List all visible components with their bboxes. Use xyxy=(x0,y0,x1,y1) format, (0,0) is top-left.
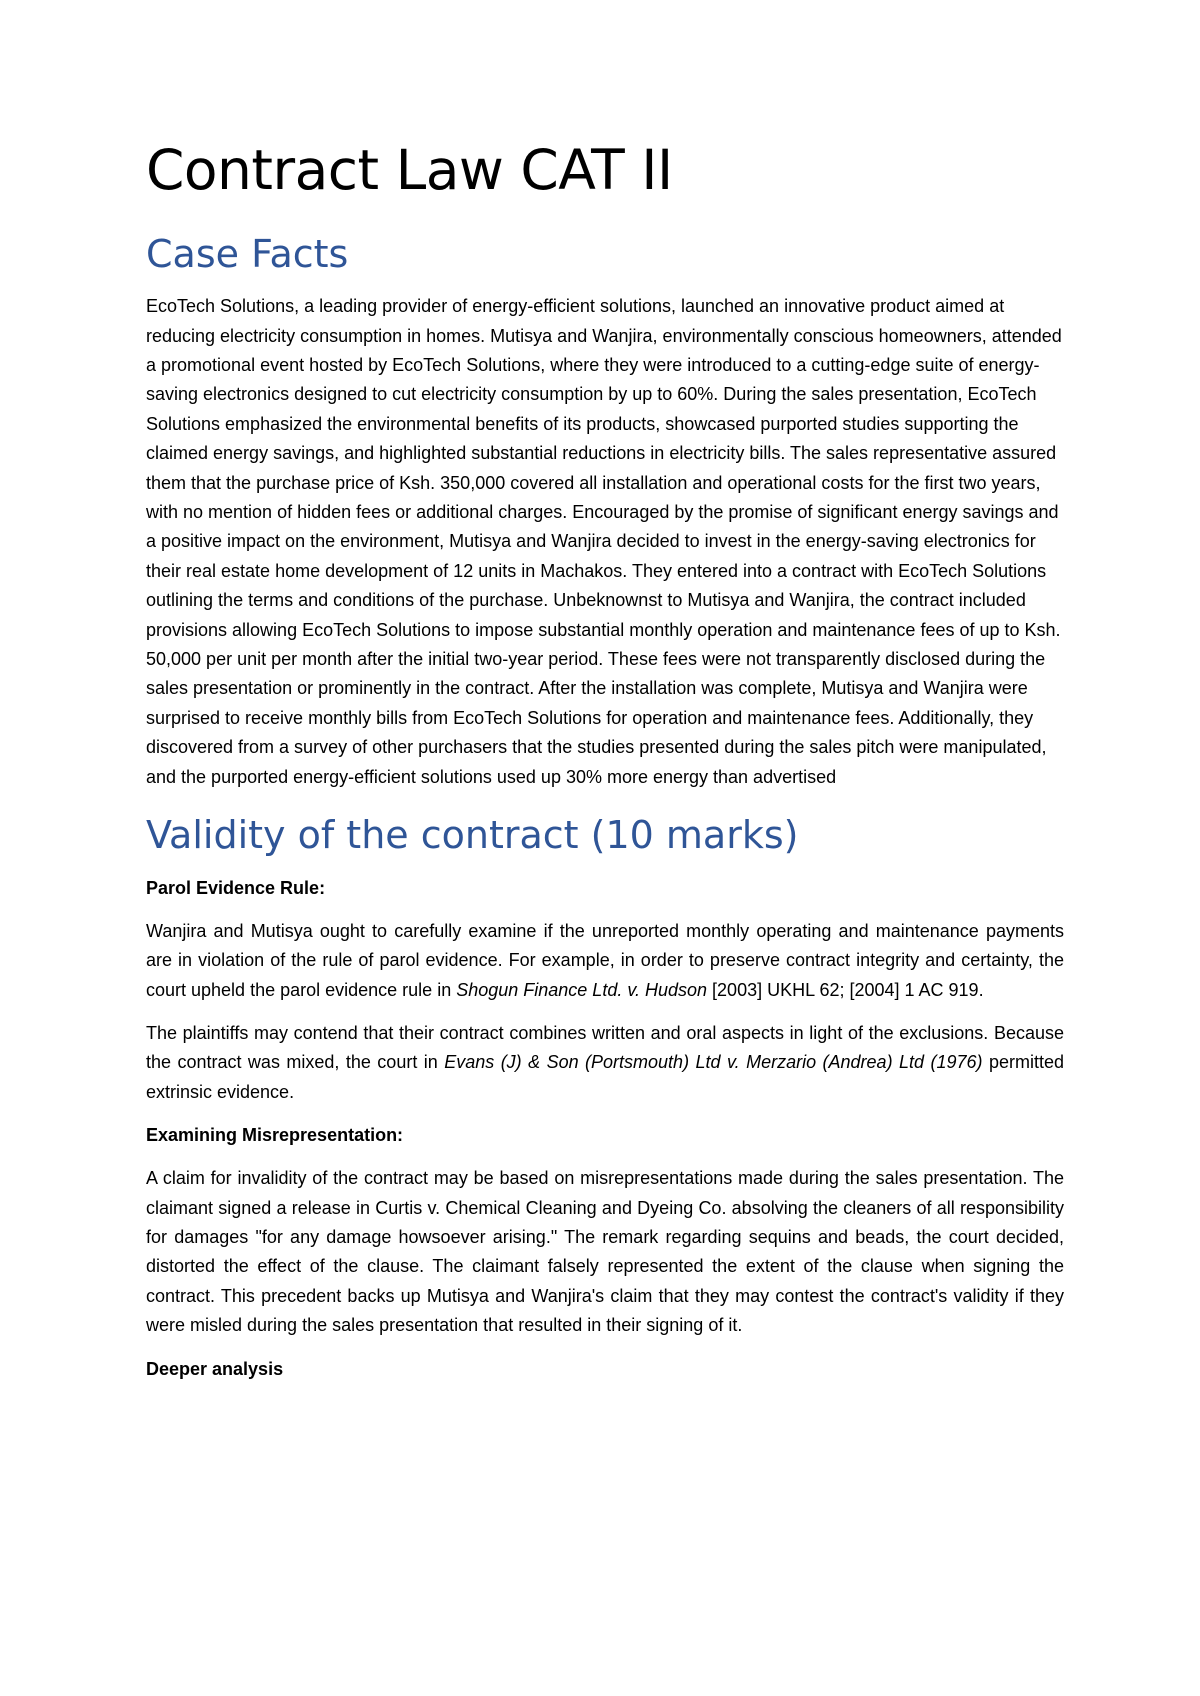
misrepresentation-heading: Examining Misrepresentation: xyxy=(146,1125,404,1146)
parol-p1-text-before: Wanjira and Mutisya ought to carefully examine if the unreported monthly operating and maintenance payments are in violation of the rule of parol evidence. For example, in order to preserve contract integrity and certainty, the court upheld the parol evidence rule in xyxy=(146,920,1064,1000)
parol-p1-text-after: [2003] UKHL 62; [2004] 1 AC 919. xyxy=(707,979,984,1000)
document-title: Contract Law CAT II xyxy=(146,138,673,202)
parol-p2-text-before: The plaintiffs may contend that their contract combines written and oral aspects in light of the exclusions. Because the contract was mixed, the court in xyxy=(146,1023,1064,1073)
parol-paragraph-1 xyxy=(146,917,1064,1005)
deeper-analysis-heading: Deeper analysis xyxy=(146,1358,284,1379)
parol-paragraph-2 xyxy=(146,1019,1064,1107)
parol-p1-case-citation: Shogun Finance Ltd. v. Hudson xyxy=(456,979,708,1000)
misrepresentation-paragraph: A claim for invalidity of the contract may be based on misrepresentations made during the sales presentation. The claimant signed a release in Curtis v. Chemical Cleaning and Dyeing Co. absolving the cleaners of all responsibility for damages "for any damage howsoever arising." The remark regarding sequins and beads, the court decided, distorted the effect of the clause. The claimant falsely represented the extent of the clause when signing the contract. This precedent backs up Mutisya and Wanjira's claim that they may contest the contract's validity if they were misled during the sales presentation that resulted in their signing of it. xyxy=(146,1168,1064,1336)
validity-heading: Validity of the contract (10 marks) xyxy=(146,813,799,858)
document-page xyxy=(146,140,1064,1398)
case-facts-paragraph: EcoTech Solutions, a leading provider of energy-efficient solutions, launched an innovative product aimed at reducing electricity consumption in homes. Mutisya and Wanjira, environmentally conscious homeowners, attended a promotional event hosted by EcoTech Solutions, where they were introduced to a cutting-edge suite of energy-saving electronics designed to cut electricity consumption by up to 60%. During the sales presentation, EcoTech Solutions emphasized the environmental benefits of its products, showcased purported studies supporting the claimed energy savings, and highlighted substantial reductions in electricity bills. The sales representative assured them that the purchase price of Ksh. 350,000 covered all installation and operational costs for the first two years, with no mention of hidden fees or additional charges. Encouraged by the promise of significant energy savings and a positive impact on the environment, Mutisya and Wanjira decided to invest in the energy-saving electronics for their real estate home development of 12 units in Machakos. They entered into a contract with EcoTech Solutions outlining the terms and conditions of the purchase. Unbeknownst to Mutisya and Wanjira, the contract included provisions allowing EcoTech Solutions to impose substantial monthly operation and maintenance fees of up to Ksh. 50,000 per unit per month after the initial two-year period. These fees were not transparently disclosed during the sales presentation or prominently in the contract. After the installation was complete, Mutisya and Wanjira were surprised to receive monthly bills from EcoTech Solutions for operation and maintenance fees. Additionally, they discovered from a survey of other purchasers that the studies presented during the sales pitch were manipulated, and the purported energy-efficient solutions used up 30% more energy than advertised xyxy=(146,296,1062,787)
parol-evidence-heading: Parol Evidence Rule: xyxy=(146,877,326,898)
parol-p2-case-citation: Evans (J) & Son (Portsmouth) Ltd v. Merzario (Andrea) Ltd (1976) xyxy=(444,1052,983,1073)
case-facts-heading: Case Facts xyxy=(146,231,349,276)
parol-p2-text-after: permitted extrinsic evidence. xyxy=(146,1052,1064,1102)
